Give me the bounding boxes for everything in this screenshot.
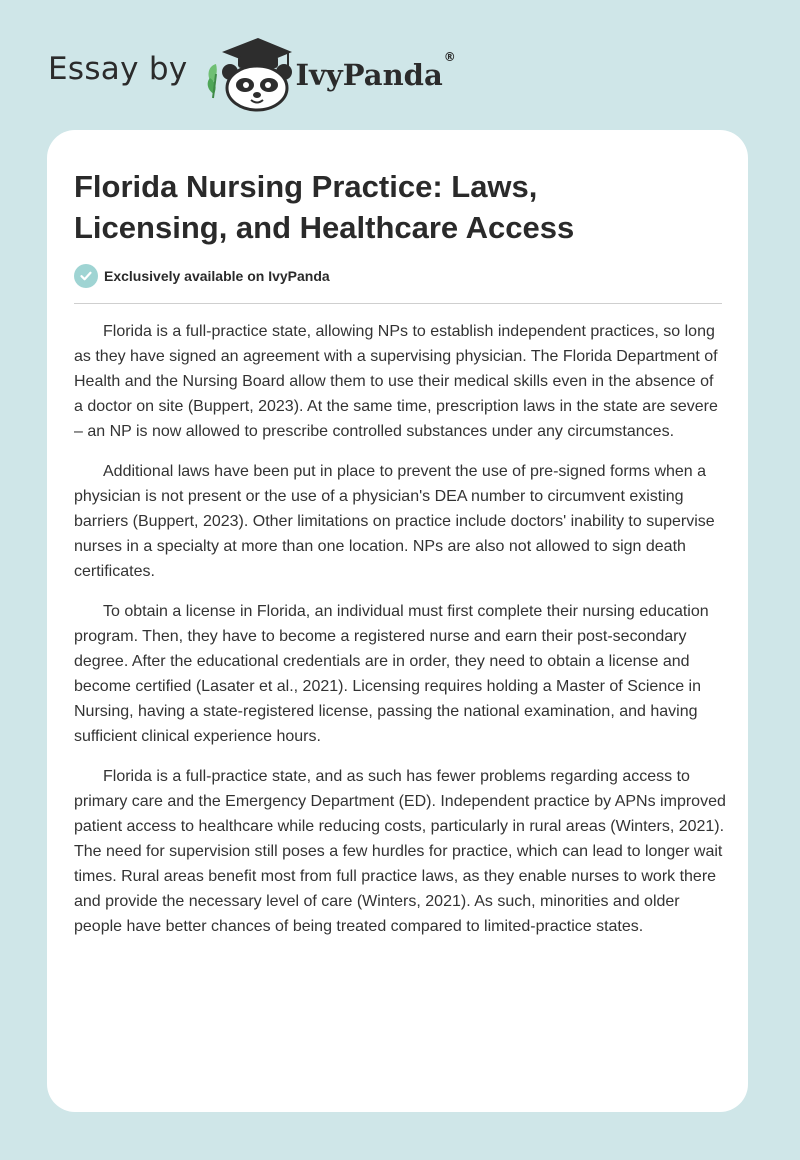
exclusive-badge bbox=[74, 263, 330, 289]
check-circle-icon bbox=[74, 264, 98, 288]
paragraph: To obtain a license in Florida, an individual must first complete their nursing education program. Then, they have to become a registered nurse and earn their post-secondary degree. After the educational credentials are in order, they need to obtain a license and become certified (Lasater et al., 2021). Licensing requires holding a Master of Science in Nursing, having a state-registered license, passing the national examination, and having sufficient clinical experience hours. bbox=[74, 603, 709, 745]
essay-body bbox=[74, 319, 726, 954]
paragraph: Florida is a full-practice state, allowing NPs to establish independent practices, so long as they have signed an agreement with a supervising physician. The Florida Department of Health and the Nursing Board allow them to use their medical skills even in the absence of a doctor on site (Buppert, 2023). At the same time, prescription laws in the state are severe – an NP is now allowed to prescribe controlled substances under any circumstances. bbox=[74, 323, 718, 440]
paragraph: Florida is a full-practice state, and as such has fewer problems regarding access to primary care and the Emergency Department (ED). Independent practice by APNs improved patient access to healthcare while reducing costs, particularly in rural areas (Winters, 2021). The need for supervision still poses a few hurdles for practice, which can lead to longer wait times. Rural areas benefit most from full practice laws, as they enable nurses to work there and provide the necessary level of care (Winters, 2021). As such, minorities and older people have better chances of being treated compared to limited-practice states. bbox=[74, 768, 726, 935]
brand-header bbox=[48, 36, 508, 112]
divider bbox=[74, 303, 722, 304]
panda-graduate-logo-icon[interactable] bbox=[204, 36, 294, 112]
badge-label: Exclusively available on IvyPanda bbox=[104, 268, 330, 284]
brand-name[interactable]: IvyPanda® bbox=[295, 50, 456, 92]
registered-mark: ® bbox=[443, 50, 456, 64]
brand-prefix: Essay by bbox=[48, 51, 188, 87]
page-title: Florida Nursing Practice: Laws, Licensing, and Healthcare Access bbox=[74, 169, 575, 245]
paragraph: Additional laws have been put in place to prevent the use of pre-signed forms when a physician is not present or the use of a physician's DEA number to circumvent existing barriers (Buppert, 2023). Other limitations on practice include doctors' inability to supervise nurses in a specialty at more than one location. NPs are also not allowed to sign death certificates. bbox=[74, 463, 715, 580]
essay-card bbox=[47, 130, 748, 1112]
